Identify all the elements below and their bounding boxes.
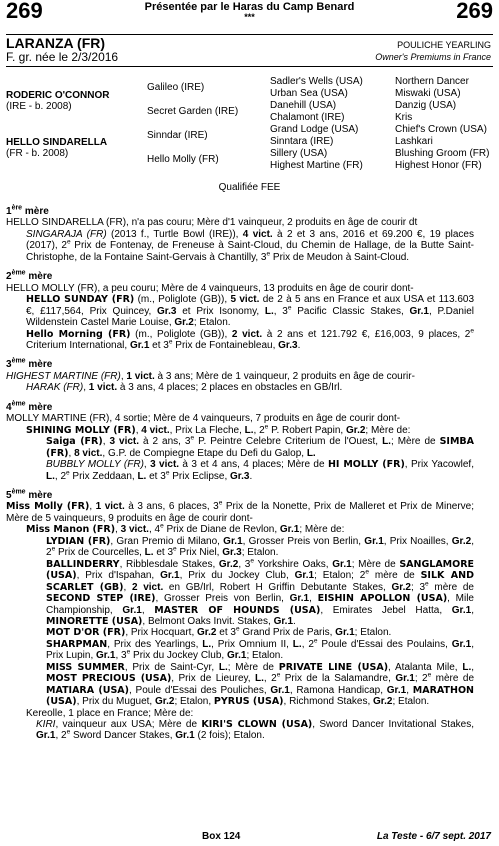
lot-number-left: 269 <box>6 0 43 23</box>
produce-entry: Miss Manon (FR), 3 vict., 4e Prix de Diane de Revlon, Gr.1; Mère de: <box>26 523 345 536</box>
pedigree-gen2: Hello Molly (FR) <box>147 154 219 165</box>
dam-info: (FR - b. 2008) <box>6 148 69 159</box>
horse-description: F. gr. née le 2/3/2016 <box>6 50 119 64</box>
pedigree-gen4: Highest Honor (FR) <box>395 160 482 171</box>
produce-entry: Hello Morning (FR) (m., Poliglote (GB)), 2 vict. à 2 ans et 121.792 €, £16,003, 9 places, 2e Criterium International, Gr.1 et 3e Prix de Fontainebleau, Gr.3. <box>26 327 474 351</box>
section-title: 3ème mère <box>6 358 53 371</box>
dam-paragraph: HELLO SINDARELLA (FR), n'a pas couru; Mère d'1 vainqueur, 2 produits en âge de courir dt <box>6 217 418 229</box>
section-title: 1ère mère <box>6 204 49 217</box>
pedigree-gen2: Galileo (IRE) <box>147 82 205 93</box>
produce-entry: BALLINDERRY, Ribblesdale Stakes, Gr.2, 3e Yorkshire Oaks, Gr.1; Mère de SANGLAMORE (USA), Prix d'Ispahan, Gr.1, Prix du Jockey Club, Gr.1; Etalon; 2e mère de SILK AND SCARLET (GB), 2 vict. en GB/Irl, Robert H Griffin Debutante Stakes, Gr.2; 3e mère de SECOND STEP (IRE), Grosser Preis von Berlin, Gr.1, EISHIN APOLLON (USA), Mile Championship, Gr.1, MASTER OF HOUNDS (USA), Emirates Jebel Hatta, Gr.1, MINORETTE (USA), Belmont Oaks Invit. Stakes, Gr.1. <box>46 557 475 627</box>
horse-category: POULICHE YEARLING <box>397 40 491 50</box>
pedigree-gen3: Danehill (USA) <box>270 100 337 111</box>
footer-place-date: La Teste - 6/7 sept. 2017 <box>376 831 491 842</box>
pedigree-gen3: Urban Sea (USA) <box>270 88 348 99</box>
pedigree-gen2: Secret Garden (IRE) <box>147 106 239 117</box>
pedigree-gen2: Sinndar (IRE) <box>147 130 208 141</box>
sire-info: (IRE - b. 2008) <box>6 101 72 112</box>
horse-name: LARANZA (FR) <box>6 35 106 51</box>
produce-entry: SHARPMAN, Prix des Yearlings, L., Prix Omnium II, L., 2e Poule d'Essai des Poulains, Gr.1, Prix Lupin, Gr.1, 3e Prix du Jockey Club, Gr.1; Etalon. <box>46 637 474 662</box>
stars: *** <box>244 12 255 22</box>
qualification: Qualifiée FEE <box>218 182 281 193</box>
produce-record <box>6 206 474 742</box>
produce-entry: MOT D'OR (FR), Prix Hocquart, Gr.2 et 3e Grand Prix de Paris, Gr.1; Etalon. <box>46 626 392 639</box>
produce-entry: Saiga (FR), 3 vict. à 2 ans, 3e P. Peintre Celebre Criterium de l'Ouest, L.; Mère de SIMBA (FR), 8 vict., G.P. de Compiegne Etape du Defi du Galop, L. <box>46 434 474 459</box>
section-title: 4ème mère <box>6 400 53 413</box>
pedigree-gen3: Sinntara (IRE) <box>270 136 334 147</box>
premium-note: Owner's Premiums in France <box>375 52 491 62</box>
pedigree-gen4: Lashkari <box>395 136 433 147</box>
produce-entry: KIRI, vainqueur aux USA; Mère de KIRI'S CLOWN (USA), Sword Dancer Invitational Stakes, Gr.1, 2e Sword Dancer Stakes, Gr.1 (2 fois); Etalon. <box>36 719 474 742</box>
presenter: Présentée par le Haras du Camp Benard <box>144 1 355 13</box>
produce-entry: MISS SUMMER, Prix de Saint-Cyr, L.; Mère de PRIVATE LINE (USA), Atalanta Mile, L., MOST PRECIOUS (USA), Prix de Lieurey, L., 2e Prix de la Salamandre, Gr.1; 2e mère de MATIARA (USA), Poule d'Essai des Pouliches, Gr.1, Ramona Handicap, Gr.1, MARATHON (USA), Prix du Muguet, Gr.2; Etalon, PYRUS (USA), Richmond Stakes, Gr.2; Etalon. <box>46 661 475 708</box>
produce-entry: SHINING MOLLY (FR), 4 vict., Prix La Fleche, L., 2e P. Robert Papin, Gr.2; Mère de: <box>26 423 411 436</box>
section-title: 2ème mère <box>6 269 53 283</box>
pedigree-gen3: Highest Martine (FR) <box>270 160 363 171</box>
sire-name: RODERIC O'CONNOR <box>6 90 110 101</box>
dam-paragraph: HIGHEST MARTINE (FR), 1 vict. à 3 ans; Mère de 1 vainqueur, 2 produits en âge de courir- <box>6 370 415 382</box>
pedigree-gen4: Northern Dancer <box>395 76 469 87</box>
produce-entry: HARAK (FR), 1 vict. à 3 ans, 4 places; 2 places en obstacles en GB/Irl. <box>26 382 343 394</box>
pedigree-gen4: Chief's Crown (USA) <box>395 124 487 135</box>
section-title: 5ème mère <box>6 488 53 501</box>
pedigree-gen4: Danzig (USA) <box>395 100 457 111</box>
pedigree-gen3: Chalamont (IRE) <box>270 112 345 123</box>
produce-entry: SINGARAJA (FR) (2013 f., Turtle Bowl (IRE)), 4 vict. à 2 et 3 ans, 2016 et 69.200 €, 19 places (2017), 2e Prix de Fontenay, de Freneuse à Saint-Cloud, du Chemin de Hallage, de la Butte Saint-Christophe, de la Fontaine Saint-Gervais à Chantilly, 3e Prix de Meudon à Saint-Cloud. <box>26 228 474 263</box>
produce-entry: HELLO SUNDAY (FR) (m., Poliglote (GB)), 5 vict. de 2 à 5 ans en France et aux USA et 113.603 €, £117,564, Prix Quincey, Gr.3 et Prix Isonomy, L., 3e Pacific Classic Stakes, Gr.1, P.Daniel Wildenstein Castel Marie Louise, Gr.2; Etalon. <box>26 294 475 329</box>
dam-paragraph: Miss Molly (FR), 1 vict. à 3 ans, 6 places, 3e Prix de la Nonette, Prix de Malleret et Prix de Minerve; Mère de 5 vainqueurs, 9 produits en âge de courir dont- <box>6 500 474 524</box>
produce-entry: LYDIAN (FR), Gran Premio di Milano, Gr.1, Grosser Preis von Berlin, Gr.1, Prix Noailles, Gr.2, 2e Prix de Courcelles, L. et 3e Prix Niel, Gr.3; Etalon. <box>46 535 474 559</box>
lot-number-right: 269 <box>456 0 493 23</box>
pedigree-gen3: Sillery (USA) <box>270 148 328 159</box>
pedigree-rule <box>6 66 493 67</box>
produce-entry: BUBBLY MOLLY (FR), 3 vict. à 3 et 4 ans, 4 places; Mère de HI MOLLY (FR), Prix Yacowlef, L., 2e Prix Zeddaan, L. et 3e Prix Eclipse, Gr.3. <box>46 459 474 482</box>
footer-box: Box 124 <box>202 831 241 842</box>
pedigree-gen3: Sadler's Wells (USA) <box>270 76 363 87</box>
pedigree-gen4: Miswaki (USA) <box>395 88 461 99</box>
pedigree-gen3: Grand Lodge (USA) <box>270 124 359 135</box>
pedigree-gen4: Blushing Groom (FR) <box>395 148 490 159</box>
dam-name: HELLO SINDARELLA <box>6 137 108 148</box>
dam-paragraph: HELLO MOLLY (FR), a peu couru; Mère de 4 vainqueurs, 13 produits en âge de courir dont- <box>6 282 414 294</box>
pedigree-gen4: Kris <box>395 112 413 123</box>
dam-paragraph: MOLLY MARTINE (FR), 4 sortie; Mère de 4 vainqueurs, 7 produits en âge de courir dont- <box>6 413 401 425</box>
produce-entry: Kereolle, 1 place en France; Mère de: <box>26 707 194 719</box>
